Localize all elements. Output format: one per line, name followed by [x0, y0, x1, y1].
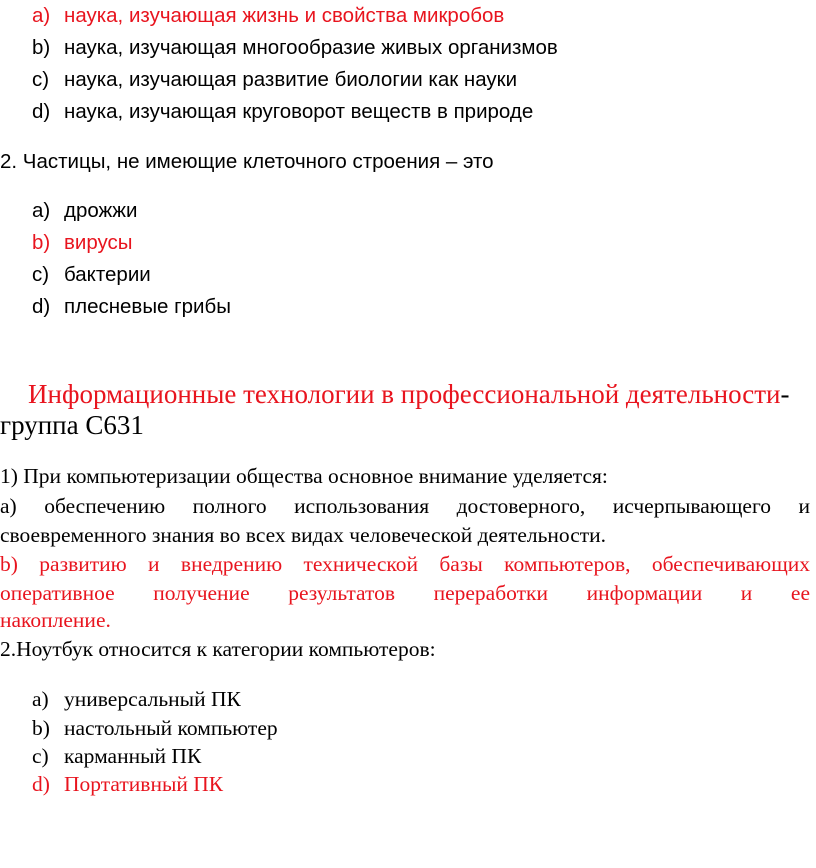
section-title: Информационные технологии в профессиональной деятельности — [28, 379, 781, 409]
section-group: группа С631 — [0, 410, 144, 440]
it-q1-answer-b-line2: оперативное получение результатов переработки информации и ее — [0, 581, 810, 605]
option-marker: c) — [32, 744, 49, 768]
option-marker: d) — [32, 100, 51, 123]
option-text: вирусы — [64, 231, 133, 254]
option-text: наука, изучающая круговорот веществ в природе — [64, 100, 534, 123]
it-q1-answer-a-line2: своевременного знания во всех видах человеческой деятельности. — [0, 523, 607, 547]
option-text: наука, изучающая жизнь и свойства микробов — [64, 4, 505, 27]
it-q1-answer-a-line1: а) обеспечению полного использования достоверного, исчерпывающего и — [0, 494, 810, 518]
option-text: универсальный ПК — [64, 687, 241, 711]
it-q2-question: 2.Ноутбук относится к категории компьютеров: — [0, 637, 436, 661]
option-marker: c) — [32, 68, 50, 91]
option-text: наука, изучающая многообразие живых организмов — [64, 36, 558, 59]
option-text: плесневые грибы — [64, 295, 231, 318]
option-marker: d) — [32, 772, 50, 796]
option-marker: b) — [32, 716, 50, 740]
section-heading — [28, 378, 790, 410]
option-marker: a) — [32, 687, 49, 711]
option-marker: a) — [32, 199, 51, 222]
option-text: карманный ПК — [64, 744, 202, 768]
option-text: наука, изучающая развитие биологии как науки — [64, 68, 518, 91]
option-text: настольный компьютер — [64, 716, 278, 740]
it-q1-question: 1) При компьютеризации общества основное внимание уделяется: — [0, 464, 608, 488]
q2-question: 2. Частицы, не имеющие клеточного строения – это — [0, 150, 494, 173]
it-q1-answer-b-line1: b) развитию и внедрению технической базы компьютеров, обеспечивающих — [0, 552, 810, 576]
option-marker: a) — [32, 4, 51, 27]
it-q1-answer-b-line3: накопление. — [0, 608, 111, 632]
option-text: бактерии — [64, 263, 151, 286]
option-marker: c) — [32, 263, 50, 286]
option-marker: b) — [32, 231, 51, 254]
option-marker: d) — [32, 295, 51, 318]
option-marker: b) — [32, 36, 51, 59]
option-text: дрожжи — [64, 199, 138, 222]
option-text: Портативный ПК — [64, 772, 224, 796]
section-dash: - — [780, 379, 790, 409]
